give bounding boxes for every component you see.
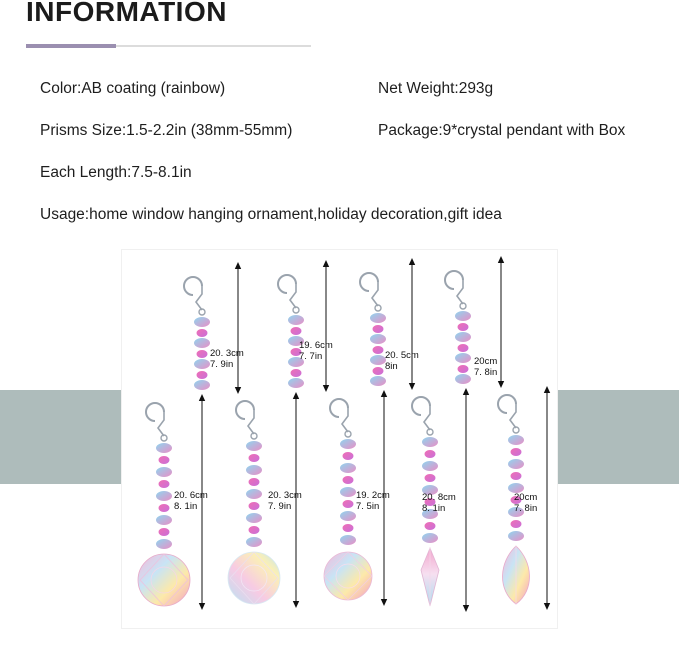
spec-row xyxy=(40,80,660,122)
measure-cm: 19. 6cm xyxy=(299,340,333,351)
measure-in: 7. 7in xyxy=(299,351,323,362)
measure-cm: 20. 6cm xyxy=(174,490,208,501)
measure-in: 8. 1in xyxy=(422,503,446,514)
suncatcher-illustration xyxy=(122,250,557,628)
spec-net-weight: Net Weight:293g xyxy=(378,80,494,97)
measure-in: 7. 8in xyxy=(514,503,538,514)
measure-in: 7. 8in xyxy=(474,367,498,378)
page-title: INFORMATION xyxy=(26,0,227,27)
spec-color: Color:AB coating (rainbow) xyxy=(40,80,226,97)
measure-top-4 xyxy=(474,356,497,378)
measure-cm: 20. 8cm xyxy=(422,492,456,503)
measure-bottom-5 xyxy=(514,492,537,514)
measure-cm: 20. 3cm xyxy=(210,348,244,359)
product-photo xyxy=(122,250,557,628)
spec-row xyxy=(40,122,660,164)
specification-list xyxy=(40,80,660,248)
measure-in: 8. 1in xyxy=(174,501,198,512)
measure-in: 7. 9in xyxy=(210,359,234,370)
measure-in: 7. 5in xyxy=(356,501,380,512)
strand-top-2 xyxy=(278,275,304,388)
measure-top-1 xyxy=(210,348,244,370)
strand-top-3 xyxy=(360,273,386,386)
measure-cm: 20. 3cm xyxy=(268,490,302,501)
spec-package: Package:9*crystal pendant with Box xyxy=(378,122,626,139)
measure-in: 8in xyxy=(385,361,398,372)
measure-cm: 20cm xyxy=(514,492,538,503)
measure-cm: 19. 2cm xyxy=(356,490,390,501)
title-underline-rest xyxy=(116,45,311,47)
measure-bottom-4 xyxy=(422,492,456,514)
spec-usage: Usage:home window hanging ornament,holiday decoration,gift idea xyxy=(40,206,502,223)
measure-bottom-1 xyxy=(174,490,208,512)
measure-top-2 xyxy=(299,340,333,362)
measure-in: 7. 9in xyxy=(268,501,292,512)
spec-row xyxy=(40,206,660,248)
measure-cm: 20cm xyxy=(474,356,498,367)
title-underline xyxy=(26,44,311,48)
pendant-extra-teardrop xyxy=(368,405,388,446)
measure-bottom-3 xyxy=(356,490,390,512)
measure-cm: 20. 5cm xyxy=(385,350,419,361)
strand-top-4 xyxy=(445,271,471,384)
spec-row xyxy=(40,164,660,206)
measure-bottom-2 xyxy=(268,490,302,512)
strand-top-1 xyxy=(184,277,210,390)
measure-top-3 xyxy=(385,350,419,372)
spec-each-length: Each Length:7.5-8.1in xyxy=(40,164,192,181)
spec-prisms-size: Prisms Size:1.5-2.2in (38mm-55mm) xyxy=(40,122,293,139)
title-underline-accent xyxy=(26,44,116,48)
